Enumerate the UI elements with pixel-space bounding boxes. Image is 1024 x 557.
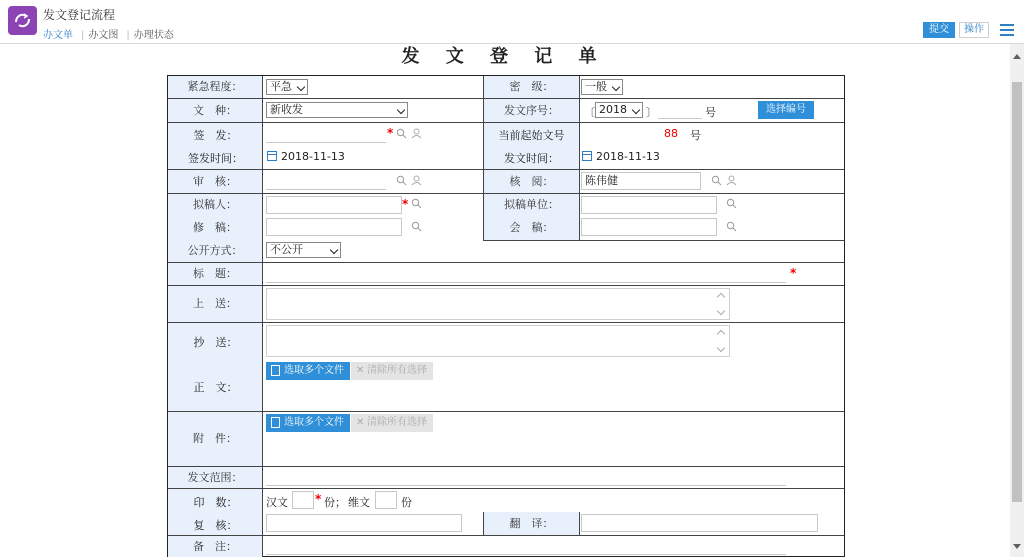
calendar-icon[interactable] (267, 151, 277, 161)
scroll-thumb[interactable] (1012, 82, 1022, 502)
tab-status[interactable]: 办理状态 (133, 30, 174, 41)
required-star: * (315, 492, 322, 506)
label-drafter: 拟稿人： (168, 194, 263, 216)
translate-input[interactable] (581, 514, 818, 532)
label-draft-unit: 拟稿单位： (483, 194, 580, 216)
label-urgency: 紧急程度： (168, 76, 263, 98)
operate-button[interactable]: 操作 (959, 22, 989, 38)
label-sign-time: 签发时间： (188, 152, 243, 165)
search-icon[interactable] (396, 175, 407, 186)
han-copies-input[interactable] (292, 491, 314, 509)
nav-tabs: 办文单 | 办文图 | 办理状态 (43, 26, 178, 41)
page-scrollbar[interactable] (1010, 44, 1024, 557)
signer-input[interactable] (266, 125, 386, 143)
print-copies-label: 份； (324, 496, 346, 509)
required-star: * (387, 126, 394, 140)
app-title: 发文登记流程 (43, 8, 116, 22)
scroll-down-icon[interactable] (1013, 544, 1021, 549)
user-icon[interactable] (726, 175, 737, 186)
label-send-to: 上 送： (168, 286, 263, 322)
clear-selection-button[interactable]: ✕ 清除所有选择 (351, 414, 433, 432)
required-star: * (402, 197, 409, 211)
user-icon[interactable] (411, 175, 422, 186)
print-wei-label: 维文 (348, 496, 370, 509)
editor-input[interactable] (266, 218, 402, 236)
label-proofreader: 核 阅： (483, 170, 580, 193)
label-secret: 密 级： (483, 76, 580, 98)
label-recheck: 复 核： (193, 519, 238, 532)
issue-date[interactable]: 2018-11-13 (596, 150, 660, 163)
public-mode-select[interactable]: 不公开 (266, 242, 341, 258)
doc-number-input[interactable] (658, 101, 702, 119)
user-icon[interactable] (411, 128, 422, 139)
label-reviewer: 审 核： (168, 170, 263, 193)
label-attachment: 附 件： (168, 412, 263, 466)
top-bar (0, 0, 1024, 44)
search-icon[interactable] (726, 198, 737, 209)
note-input[interactable] (266, 537, 786, 555)
recheck-input[interactable] (266, 514, 462, 532)
proofreader-input[interactable]: 陈伟健 (581, 172, 701, 190)
form-title: 发 文 登 记 单 (401, 46, 607, 67)
search-icon[interactable] (396, 128, 407, 139)
label-public-mode: 公开方式： (168, 240, 263, 262)
search-icon[interactable] (726, 221, 737, 232)
draft-unit-input[interactable] (581, 196, 717, 214)
label-signer: 签 发： (193, 129, 238, 142)
label-translate: 翻 译： (483, 512, 580, 535)
year-bracket-open: 〔 (584, 106, 595, 119)
urgency-select[interactable]: 平急 (266, 79, 308, 95)
sign-date[interactable]: 2018-11-13 (281, 150, 345, 163)
label-countersign: 会 稿： (483, 216, 580, 240)
reviewer-input[interactable] (266, 172, 386, 190)
drafter-input[interactable] (266, 196, 402, 214)
print-copies2-label: 份 (401, 496, 412, 509)
label-body: 正 文： (193, 381, 238, 394)
label-subject: 标 题： (168, 263, 263, 285)
doc-type-select[interactable]: 新收发 (266, 102, 408, 118)
search-icon[interactable] (711, 175, 722, 186)
print-han-label: 汉文 (266, 496, 288, 509)
app-logo-icon (8, 6, 37, 35)
select-files-button[interactable]: 选取多个文件 (266, 362, 350, 380)
countersign-input[interactable] (581, 218, 717, 236)
select-files-button[interactable]: 选取多个文件 (266, 414, 350, 432)
clear-selection-button[interactable]: ✕ 清除所有选择 (351, 362, 433, 380)
subject-input[interactable] (266, 265, 786, 283)
scope-input[interactable] (266, 468, 786, 486)
label-cc: 抄 送： (193, 336, 238, 349)
start-no-suffix: 号 (690, 129, 701, 142)
label-doc-type: 文 种： (168, 99, 263, 122)
no-suffix: 号 (705, 106, 716, 119)
secret-select[interactable]: 一般 (581, 79, 623, 95)
label-start-no: 当前起始文号 (498, 129, 565, 142)
submit-button[interactable]: 提交 (923, 22, 955, 38)
label-print-count: 印 数： (193, 496, 238, 509)
wei-copies-input[interactable] (375, 491, 397, 509)
tab-doc-form[interactable]: 办文单 (43, 30, 73, 41)
tab-doc-chart[interactable]: 办文图 (88, 30, 119, 41)
cc-textarea[interactable] (266, 325, 730, 357)
menu-icon[interactable] (1000, 24, 1014, 36)
label-editor: 修 稿： (168, 216, 263, 240)
choose-number-button[interactable]: 选择编号 (758, 101, 814, 119)
scroll-up-icon[interactable] (1013, 54, 1021, 59)
required-star: * (790, 266, 797, 280)
search-icon[interactable] (411, 221, 422, 232)
year-select[interactable]: 2018 (595, 102, 643, 118)
search-icon[interactable] (411, 198, 422, 209)
form-area (0, 44, 1008, 557)
send-to-textarea[interactable] (266, 288, 730, 320)
form-grid (167, 75, 845, 557)
start-no-value: 88 (664, 127, 678, 140)
calendar-icon[interactable] (582, 151, 592, 161)
label-issue-time: 发文时间： (504, 152, 559, 165)
year-bracket-close: 〕 (646, 106, 657, 119)
label-doc-seq: 发文序号： (483, 99, 580, 122)
label-note: 备 注： (168, 536, 263, 557)
label-scope: 发文范围： (168, 467, 263, 488)
